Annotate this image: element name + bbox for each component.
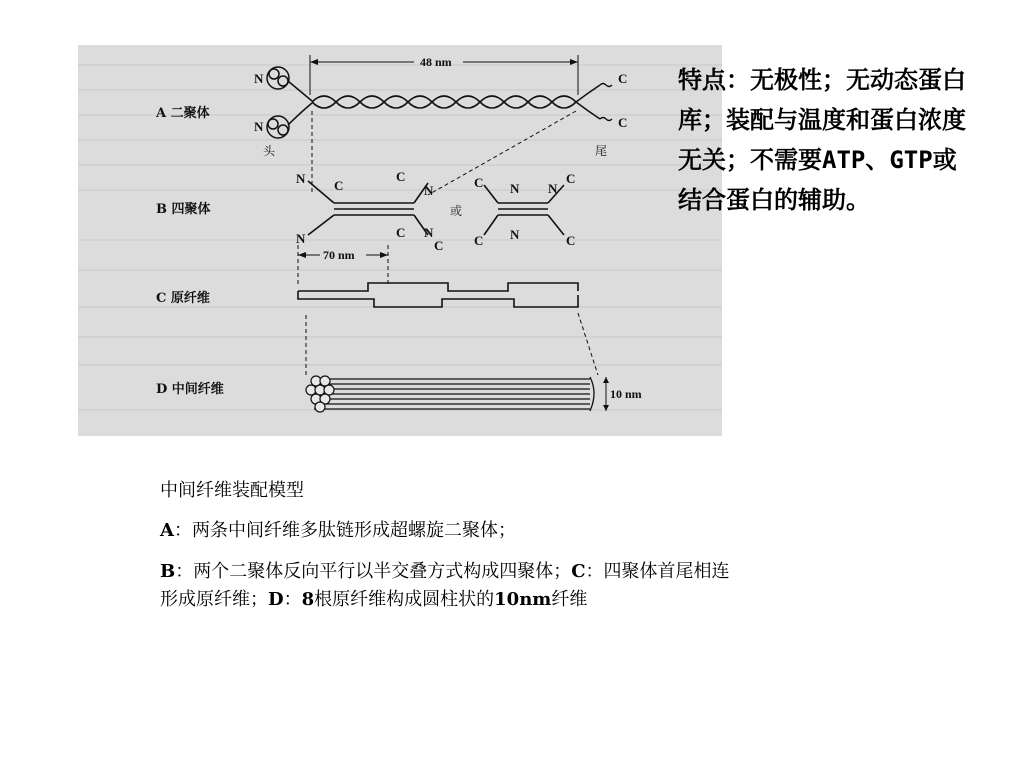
dimer-c-bottom: C — [618, 115, 628, 130]
assembly-diagram-svg — [78, 45, 722, 436]
caption-b-text: ：两个二聚体反向平行以半交叠方式构成四聚体； — [175, 561, 572, 582]
tet-c2: C — [396, 169, 406, 184]
tetramer-main — [308, 181, 428, 235]
dim-70-label: 70 nm — [323, 248, 355, 262]
dimension-70nm — [298, 248, 388, 262]
dim-48-label: 48 nm — [420, 55, 452, 69]
alt-n1: N — [510, 181, 520, 196]
tet-n3: N — [424, 183, 434, 198]
or-label: 或 — [450, 204, 463, 218]
panel-b-label: B 四聚体 — [156, 202, 211, 217]
caption-d-text-3: 根原纤维构成圆柱状的 — [314, 589, 495, 610]
alt-n2: N — [510, 227, 520, 242]
caption-title: 中间纤维装配模型 — [160, 480, 304, 501]
dimension-48nm — [310, 55, 578, 95]
tet-c1: C — [334, 178, 344, 193]
alt-n3: N — [548, 181, 558, 196]
tet-n4: N — [424, 225, 434, 240]
features-text: 特点：无极性；无动态蛋白库；装配与温度和蛋白浓度无关；不需要ATP、GTP或结合蛋白的辅助。 — [678, 66, 966, 214]
caption-c-text: ：四聚体首尾相连形成原纤维； — [160, 561, 730, 610]
caption-b-label: B — [160, 561, 176, 582]
filament-bundle — [314, 377, 594, 411]
alt-c1: C — [474, 175, 484, 190]
head-label: 头 — [263, 144, 276, 158]
caption-c-label: C — [571, 561, 586, 582]
caption-d-count: 8 — [301, 589, 315, 610]
alt-c3: C — [566, 171, 576, 186]
panel-d-filament — [156, 376, 642, 412]
tet-n1: N — [296, 171, 306, 186]
coil-strand-2 — [312, 96, 576, 108]
alt-c4: C — [566, 233, 576, 248]
caption-a-label: A — [160, 520, 174, 541]
projection-a-b — [312, 111, 576, 195]
caption-d-text-5: 纤维 — [551, 589, 588, 610]
caption-d-label: D — [268, 589, 284, 610]
caption — [160, 478, 760, 614]
coil-strand-1 — [312, 96, 576, 108]
tail-label: 尾 — [595, 144, 608, 158]
protofilament-upper — [298, 283, 578, 291]
caption-a-text: ：两条中间纤维多肽链形成超螺旋二聚体； — [173, 520, 516, 541]
dimer-n-top: N — [254, 71, 264, 86]
dim-10-label: 10 nm — [610, 387, 642, 401]
dimer-heads — [267, 67, 289, 138]
filament-end-circles — [306, 376, 334, 412]
projection-c-d — [306, 313, 598, 375]
panel-a-dimer — [155, 67, 627, 158]
protofilament-lower — [298, 291, 578, 307]
caption-d-text-1: ： — [283, 589, 302, 610]
dimer-c-top: C — [618, 71, 628, 86]
panel-c-label: C 原纤维 — [156, 291, 210, 306]
tet-n2: N — [296, 231, 306, 246]
panel-c-protofilament — [156, 283, 578, 307]
tet-c3: C — [396, 225, 406, 240]
caption-bcd — [160, 558, 740, 614]
tet-c4: C — [434, 238, 444, 253]
panel-a-label: A 二聚体 — [156, 106, 210, 121]
alt-c2: C — [474, 233, 484, 248]
caption-d-size: 10nm — [494, 589, 552, 610]
assembly-diagram — [78, 45, 722, 436]
caption-a — [160, 518, 760, 544]
panel-d-label: D 中间纤维 — [156, 382, 224, 397]
dimer-n-bottom: N — [254, 119, 264, 134]
